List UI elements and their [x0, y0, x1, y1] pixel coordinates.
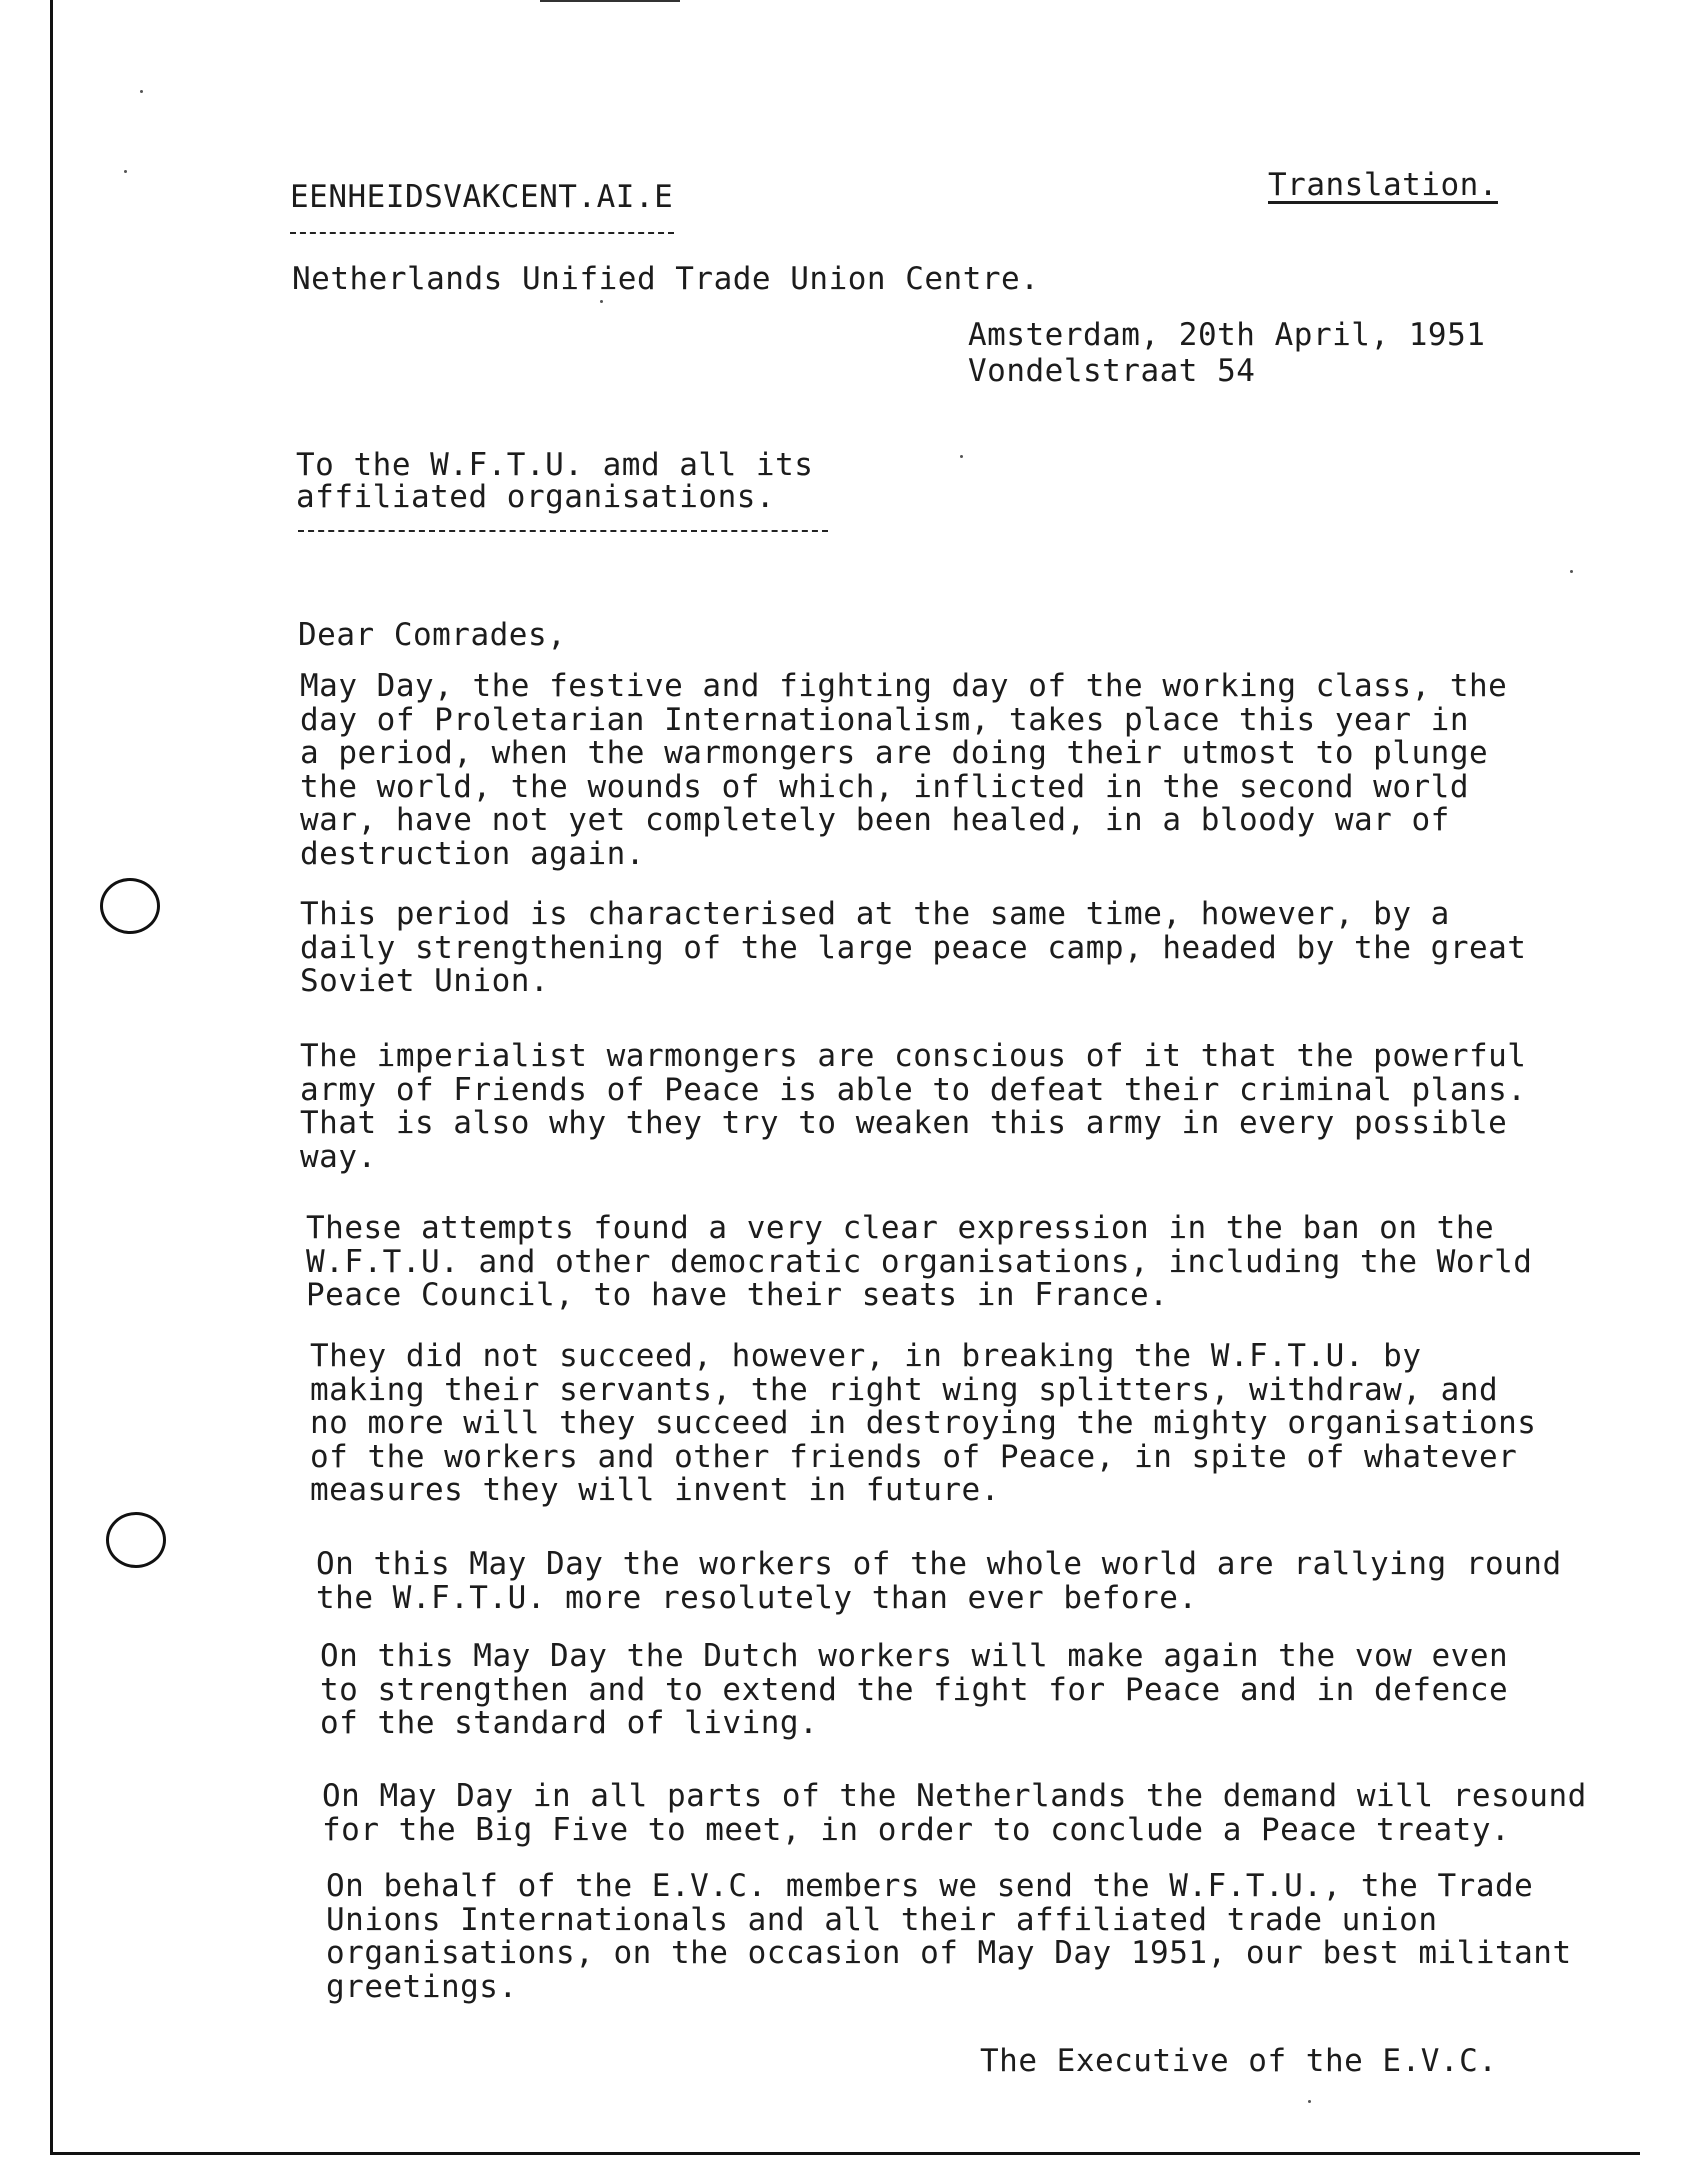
body-paragraph-2: This period is characterised at the same time, however, by a daily strengthening of the large peace camp, headed by the great Soviet Union. [300, 896, 1527, 999]
scan-speck [140, 90, 143, 93]
letter-date: Amsterdam, 20th April, 1951 [968, 317, 1486, 353]
page-left-border [50, 0, 53, 2155]
letterhead-org-name: EENHEIDSVAKCENT.AI.E [290, 179, 674, 215]
letterhead-divider [290, 232, 674, 234]
recipient-line-1: To the W.F.T.U. amd all its [296, 447, 814, 483]
recipient-divider [298, 530, 828, 532]
body-paragraph-1: May Day, the festive and fighting day of the working class, the day of Proletarian Internationalism, takes place this year in a period, when the warmongers are doing their utmost to plunge the world, the wounds of which, inflicted in the second world war, have not yet completely been healed, in a bloody war of destruction again. [300, 668, 1508, 872]
punch-hole-bottom [106, 1512, 166, 1568]
scan-speck [124, 170, 127, 173]
page-top-edge [540, 0, 680, 2]
scan-speck [600, 300, 603, 303]
body-paragraph-3: The imperialist warmongers are conscious of it that the powerful army of Friends of Peace is able to defeat their criminal plans. That is also why they try to weaken this army in every possible way. [300, 1038, 1527, 1175]
scan-speck [960, 455, 963, 458]
recipient-line-2: affiliated organisations. [296, 479, 776, 515]
salutation: Dear Comrades, [298, 617, 567, 653]
letter-address: Vondelstraat 54 [968, 353, 1256, 389]
signature: The Executive of the E.V.C. [980, 2043, 1498, 2079]
translation-label: Translation. [1268, 167, 1498, 203]
body-paragraph-4: These attempts found a very clear expression in the ban on the W.F.T.U. and other democratic organisations, including the World Peace Council, to have their seats in France. [306, 1210, 1533, 1313]
body-paragraph-5: They did not succeed, however, in breaking the W.F.T.U. by making their servants, the right wing splitters, withdraw, and no more will they succeed in destroying the mighty organisations of the workers and other friends of Peace, in spite of whatever measures they will invent in future. [310, 1338, 1537, 1508]
letterhead-subtitle: Netherlands Unified Trade Union Centre. [292, 261, 1040, 297]
scan-speck [1570, 570, 1573, 573]
body-paragraph-9: On behalf of the E.V.C. members we send the W.F.T.U., the Trade Unions Internationals and all their affiliated trade union organisations, on the occasion of May Day 1951, our best militant greetings. [326, 1868, 1572, 2005]
body-paragraph-6: On this May Day the workers of the whole world are rallying round the W.F.T.U. more resolutely than ever before. [316, 1546, 1562, 1616]
scan-speck [1308, 2100, 1311, 2103]
punch-hole-top [100, 878, 160, 934]
page-bottom-border [50, 2152, 1640, 2155]
body-paragraph-8: On May Day in all parts of the Netherlands the demand will resound for the Big Five to meet, in order to conclude a Peace treaty. [322, 1778, 1587, 1848]
body-paragraph-7: On this May Day the Dutch workers will make again the vow even to strengthen and to extend the fight for Peace and in defence of the standard of living. [320, 1638, 1509, 1741]
